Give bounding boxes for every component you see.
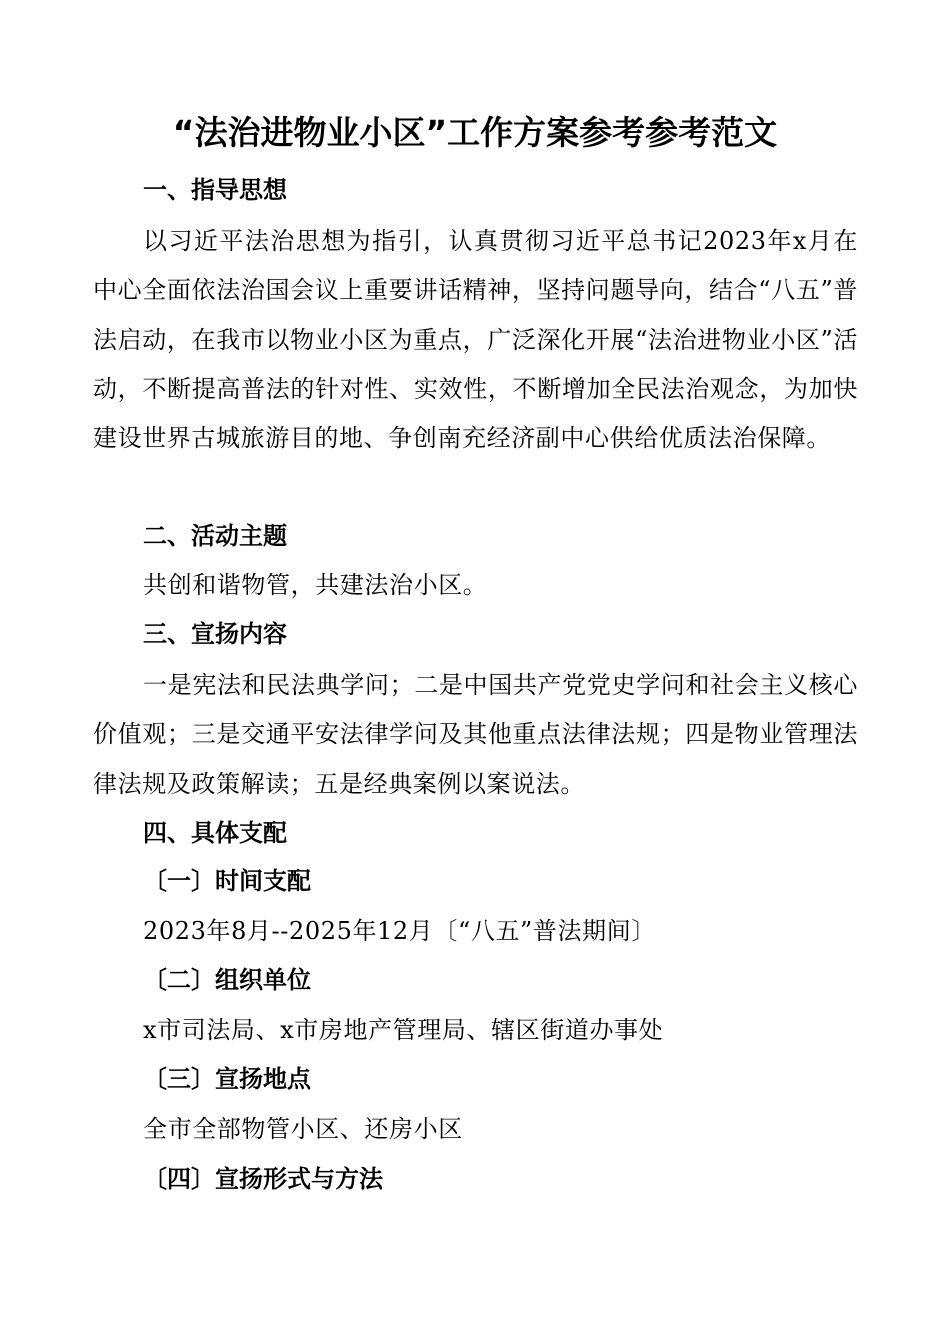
subheading-time-arrangement: 〔一〕时间支配: [143, 867, 311, 895]
subheading-publicity-location: 〔三〕宣扬地点: [143, 1065, 311, 1093]
section-heading-guiding-thought: 一、指导思想: [143, 176, 287, 204]
section-heading-activity-theme: 二、活动主题: [143, 522, 287, 550]
section-body-guiding-thought: 以习近平法治思想为指引，认真贯彻习近平总书记2023年x月在中心全面依法治国会议上重要讲话精神，坚持问题导向，结合“八五”普法启动，在我市以物业小区为重点，广泛深化开展“法治进物业小区”活动，不断提高普法的针对性、实效性，不断增加全民法治观念，为加快建设世界古城旅游目的地、争创南充经济副中心供给优质法治保障。: [93, 227, 858, 453]
section-heading-publicity-content: 三、宣扬内容: [143, 620, 287, 648]
body-organizing-units: x市司法局、x市房地产管理局、辖区街道办事处: [143, 1016, 664, 1044]
section-body-activity-theme: 共创和谐物管，共建法治小区。: [143, 571, 488, 599]
subheading-publicity-methods: 〔四〕宣扬形式与方法: [143, 1165, 383, 1193]
body-publicity-location: 全市全部物管小区、还房小区: [143, 1115, 463, 1143]
subheading-organizing-units: 〔二〕组织单位: [143, 966, 311, 994]
document-title: “法治进物业小区”工作方案参考参考范文: [172, 113, 778, 152]
section-body-publicity-content: 一是宪法和民法典学问；二是中国共产党党史学问和社会主义核心价值观；三是交通平安法律学问及其他重点法律法规；四是物业管理法律法规及政策解读；五是经典案例以案说法。: [93, 671, 858, 798]
body-time-arrangement: 2023年8月--2025年12月〔“八五”普法期间〕: [143, 917, 656, 945]
section-heading-specific-arrangement: 四、具体支配: [143, 819, 287, 847]
